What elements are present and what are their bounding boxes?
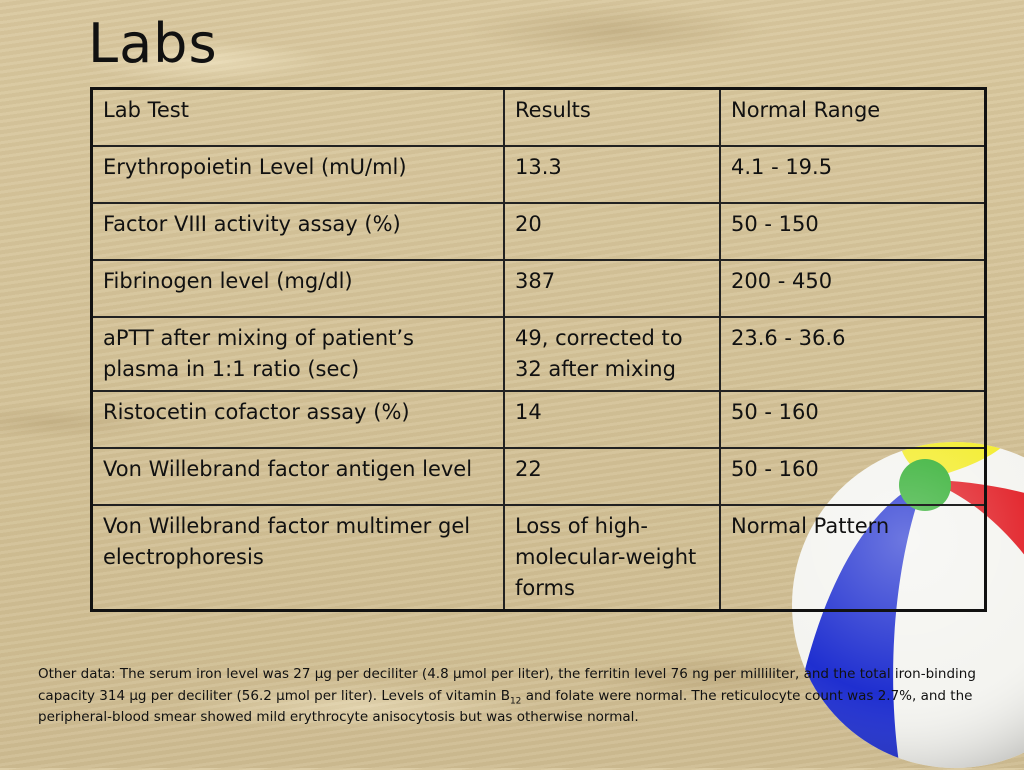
column-header-lab-test: Lab Test <box>92 89 505 146</box>
column-header-results: Results <box>504 89 720 146</box>
lab-test-cell: Von Willebrand factor multimer gel electrophoresis <box>92 505 505 611</box>
normal-range-cell: 23.6 - 36.6 <box>720 317 986 391</box>
result-cell-abnormal: 22 <box>504 448 720 505</box>
lab-test-cell: Factor VIII activity assay (%) <box>92 203 505 260</box>
normal-range-cell: 50 - 150 <box>720 203 986 260</box>
normal-range-cell: 50 - 160 <box>720 391 986 448</box>
table-header-row <box>92 89 986 146</box>
table-row <box>92 146 986 203</box>
column-header-normal-range: Normal Range <box>720 89 986 146</box>
normal-range-cell: 50 - 160 <box>720 448 986 505</box>
result-cell-abnormal: 14 <box>504 391 720 448</box>
lab-test-cell: Fibrinogen level (mg/dl) <box>92 260 505 317</box>
result-cell: 387 <box>504 260 720 317</box>
result-cell-abnormal: 20 <box>504 203 720 260</box>
slide-title: Labs <box>88 12 218 75</box>
result-cell-abnormal: 49, corrected to 32 after mixing <box>504 317 720 391</box>
footnote-text-part-1: Other data: The serum iron level was 27 µg per deciliter (4.8 µmol per liter), the ferritin level 76 ng per milliliter, and the total iron-binding capacity 314 µg per deciliter (56.2 µmol per liter). Levels of vitamin B <box>38 666 976 704</box>
lab-results-table <box>90 87 987 612</box>
vitamin-subscript: 12 <box>509 696 522 707</box>
normal-range-cell: 200 - 450 <box>720 260 986 317</box>
normal-range-cell: Normal Pattern <box>720 505 986 611</box>
lab-test-cell: Von Willebrand factor antigen level <box>92 448 505 505</box>
other-data-footnote <box>38 664 988 729</box>
table-row <box>92 505 986 611</box>
footnote-text-part-2: and folate were normal. The reticulocyte count was 2.7%, and the peripheral-blood smear showed mild erythrocyte anisocytosis but was otherwise normal. <box>38 687 973 725</box>
table-row <box>92 260 986 317</box>
table-row <box>92 317 986 391</box>
lab-test-cell: Ristocetin cofactor assay (%) <box>92 391 505 448</box>
table-row <box>92 203 986 260</box>
lab-test-cell: aPTT after mixing of patient’s plasma in 1:1 ratio (sec) <box>92 317 505 391</box>
lab-test-cell: Erythropoietin Level (mU/ml) <box>92 146 505 203</box>
result-cell-abnormal: Loss of high-molecular-weight forms <box>504 505 720 611</box>
result-cell: 13.3 <box>504 146 720 203</box>
table-row <box>92 448 986 505</box>
normal-range-cell: 4.1 - 19.5 <box>720 146 986 203</box>
table-row <box>92 391 986 448</box>
